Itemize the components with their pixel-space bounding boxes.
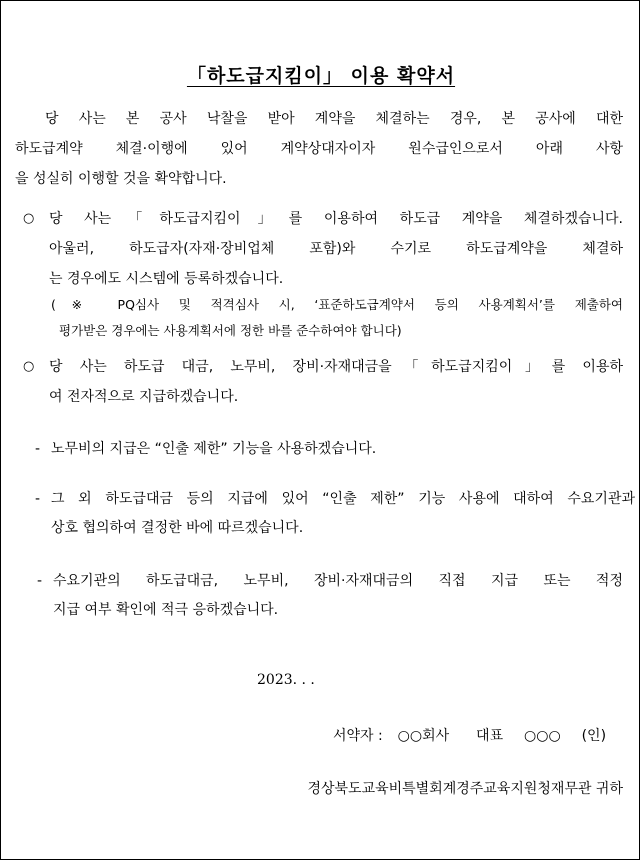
sub2-line-1: 그 외 하도급대금 등의 지급에 있어 “인출 제한” 기능 사용에 대하여 수요기관과 [51,491,635,507]
dash-marker-2: - [35,491,41,507]
item1-note-line-1: (※ PQ심사 및 적격심사 시, ‘표준하도급계약서 등의 사용계획서’를 제출하여 [51,297,623,312]
date: 2023. . . [257,672,315,688]
item1-note-line-2: 평가받은 경우에는 사용계획서에 정한 바를 준수하여야 합니다) [59,323,402,338]
intro-line-2: 하도급계약 체결·이행에 있어 계약상대자이자 원수급인으로서 아래 사항 [15,141,623,157]
item1-line-2: 아울러, 하도급자(자재·장비업체 포함)와 수기로 하도급계약을 체결하 [49,241,623,257]
signature-line [333,725,606,745]
bullet-marker-1: ○ [23,211,35,226]
sub2-line-2: 상호 협의하여 결정한 바에 따르겠습니다. [51,520,304,536]
representative-name: ○○○ [524,728,561,744]
item1-line-3: 는 경우에도 시스템에 등록하겠습니다. [49,271,284,287]
sub3-line-2: 지급 여부 확인에 적극 응하겠습니다. [53,602,279,618]
item2-line-2: 여 전자적으로 지급하겠습니다. [49,389,239,405]
item1-line-1: 당 사는「하도급지킴이」를 이용하여 하도급 계약을 체결하겠습니다. [49,211,623,227]
sub3-line-1: 수요기관의 하도급대금, 노무비, 장비·자재대금의 직접 지급 또는 적정 [53,573,623,589]
dash-marker-1: - [35,441,41,457]
intro-line-3: 을 성실히 이행할 것을 확약합니다. [15,171,227,187]
document-title [1,61,640,88]
dash-marker-3: - [37,573,43,589]
signer-company: ○○회사 [397,728,450,744]
item2-line-1: 당 사는 하도급 대금, 노무비, 장비·자재대금을「하도급지킴이」를 이용하 [49,359,623,375]
document-title-text: 「하도급지킴이」 이용 확약서 [186,65,456,87]
representative-label: 대표 [476,728,504,744]
addressee: 경상북도교육비특별회계경주교육지원청재무관 귀하 [307,781,623,797]
seal-mark: (인) [581,728,607,744]
sub1-line-1: 노무비의 지급은 “인출 제한” 기능을 사용하겠습니다. [51,441,377,457]
intro-line-1: 당 사는 본 공사 낙찰을 받아 계약을 체결하는 경우, 본 공사에 대한 [45,111,623,127]
signer-label: 서약자 : [333,728,383,744]
bullet-marker-2: ○ [23,359,35,374]
